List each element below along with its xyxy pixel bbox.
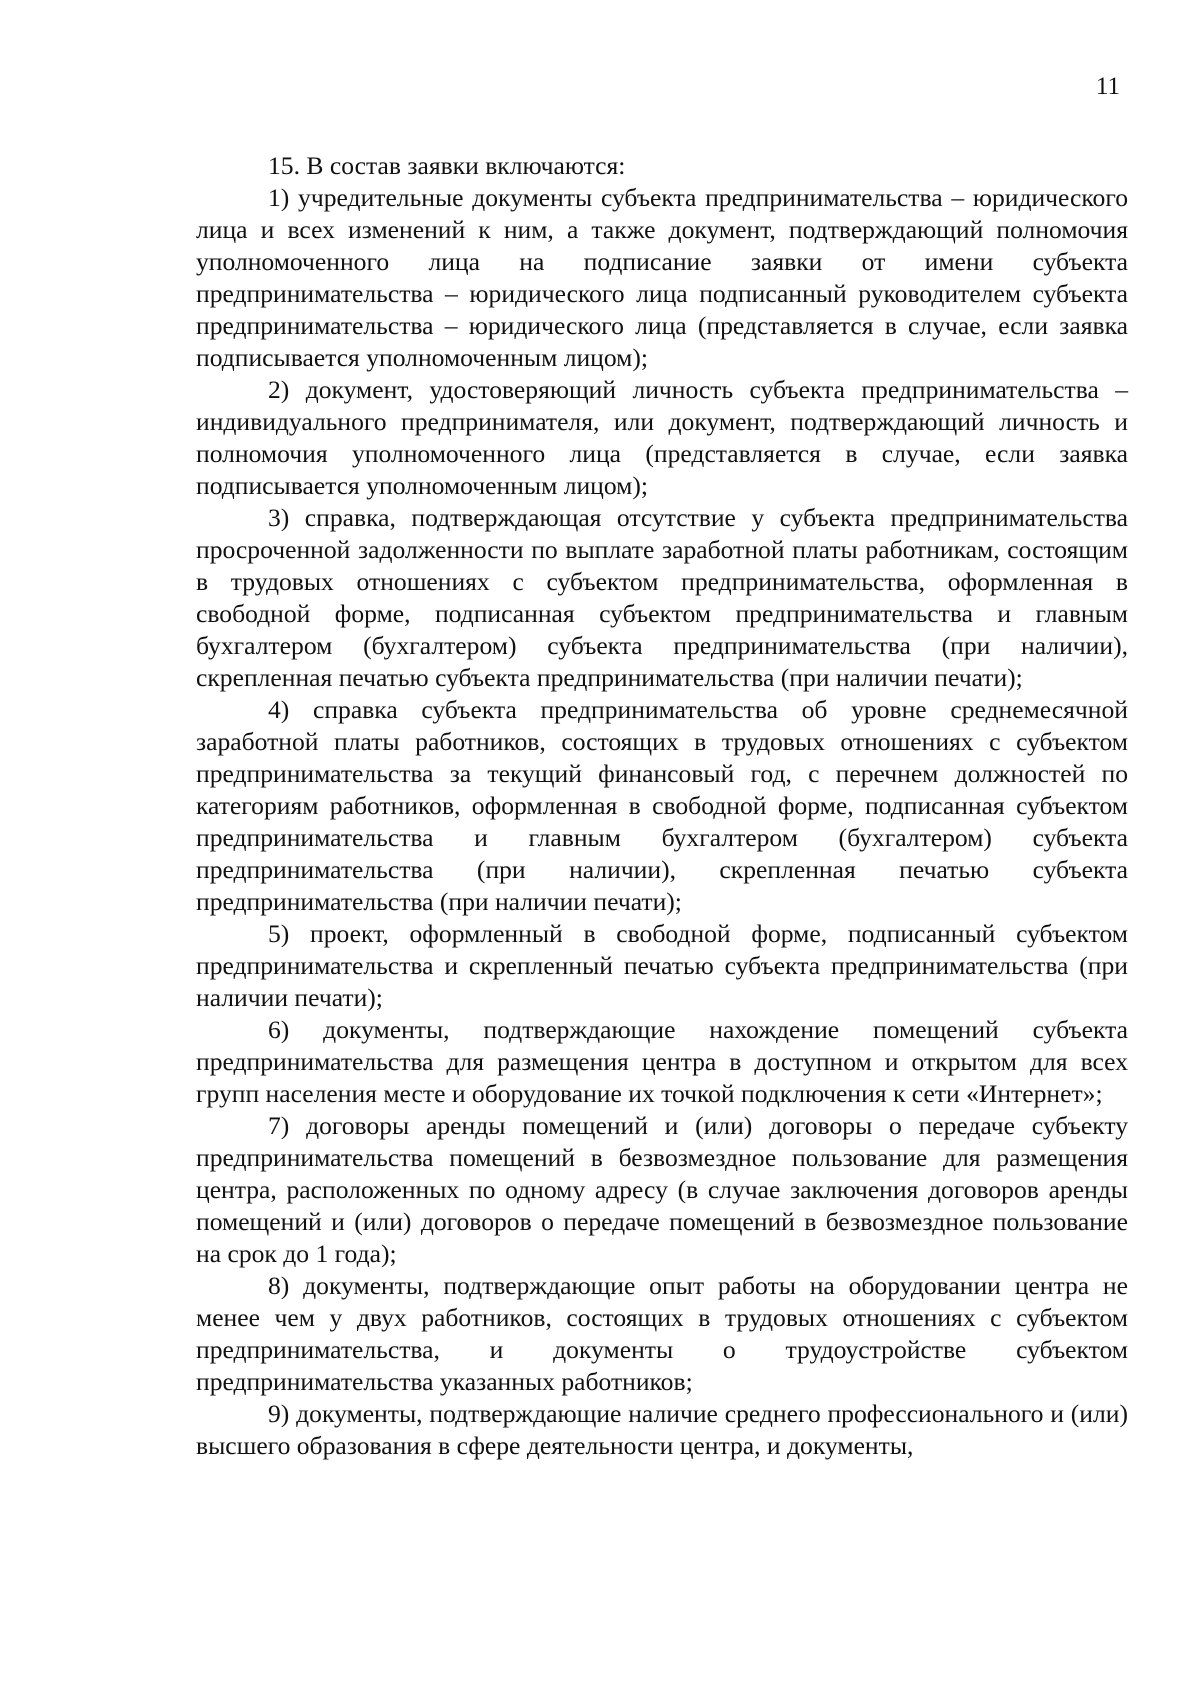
list-item-6: 6) документы, подтверждающие нахождение помещений субъекта предпринимательства для размещения центра в доступном и открытом для всех групп населения месте и оборудование их точкой подключения к сети «Интернет»; (196, 1015, 1128, 1108)
list-item-1: 1) учредительные документы субъекта предпринимательства – юридического лица и всех изменений к ним, а также документ, подтверждающий полномочия уполномоченного лица на подписание заявки от имени субъекта предпринимательства – юридического лица подписанный руководителем субъекта предпринимательства – юридического лица (представляется в случае, если заявка подписывается уполномоченным лицом); (196, 183, 1128, 372)
list-item-3: 3) справка, подтверждающая отсутствие у субъекта предпринимательства просроченной задолженности по выплате заработной платы работникам, состоящим в трудовых отношениях с субъектом предпринимательства, оформленная в свободной форме, подписанная субъектом предпринимательства и главным бухгалтером (бухгалтером) субъекта предпринимательства (при наличии), скрепленная печатью субъекта предпринимательства (при наличии печати); (196, 503, 1128, 692)
paragraph-heading: 15. В состав заявки включаются: (268, 151, 626, 180)
list-item-9: 9) документы, подтверждающие наличие среднего профессионального и (или) высшего образования в сфере деятельности центра, и документы, (196, 1399, 1128, 1460)
list-item-5: 5) проект, оформленный в свободной форме, подписанный субъектом предпринимательства и скрепленный печатью субъекта предпринимательства (при наличии печати); (196, 919, 1128, 1012)
list-item-7: 7) договоры аренды помещений и (или) договоры о передаче субъекту предпринимательства помещений в безвозмездное пользование для размещения центра, расположенных по одному адресу (в случае заключения договоров аренды помещений и (или) договоров о передаче помещений в безвозмездное пользование на срок до 1 года); (196, 1111, 1128, 1268)
document-body (196, 150, 1128, 1462)
page-number: 11 (1095, 73, 1120, 100)
list-item-8: 8) документы, подтверждающие опыт работы на оборудовании центра не менее чем у двух работников, состоящих в трудовых отношениях с субъектом предпринимательства, и документы о трудоустройстве субъектом предпринимательства указанных работников; (196, 1271, 1128, 1396)
list-item-2: 2) документ, удостоверяющий личность субъекта предпринимательства – индивидуального предпринимателя, или документ, подтверждающий личность и полномочия уполномоченного лица (представляется в случае, если заявка подписывается уполномоченным лицом); (196, 375, 1128, 500)
list-item-4: 4) справка субъекта предпринимательства об уровне среднемесячной заработной платы работников, состоящих в трудовых отношениях с субъектом предпринимательства за текущий финансовый год, с перечнем должностей по категориям работников, оформленная в свободной форме, подписанная субъектом предпринимательства и главным бухгалтером (бухгалтером) субъекта предпринимательства (при наличии), скрепленная печатью субъекта предпринимательства (при наличии печати); (196, 695, 1128, 916)
